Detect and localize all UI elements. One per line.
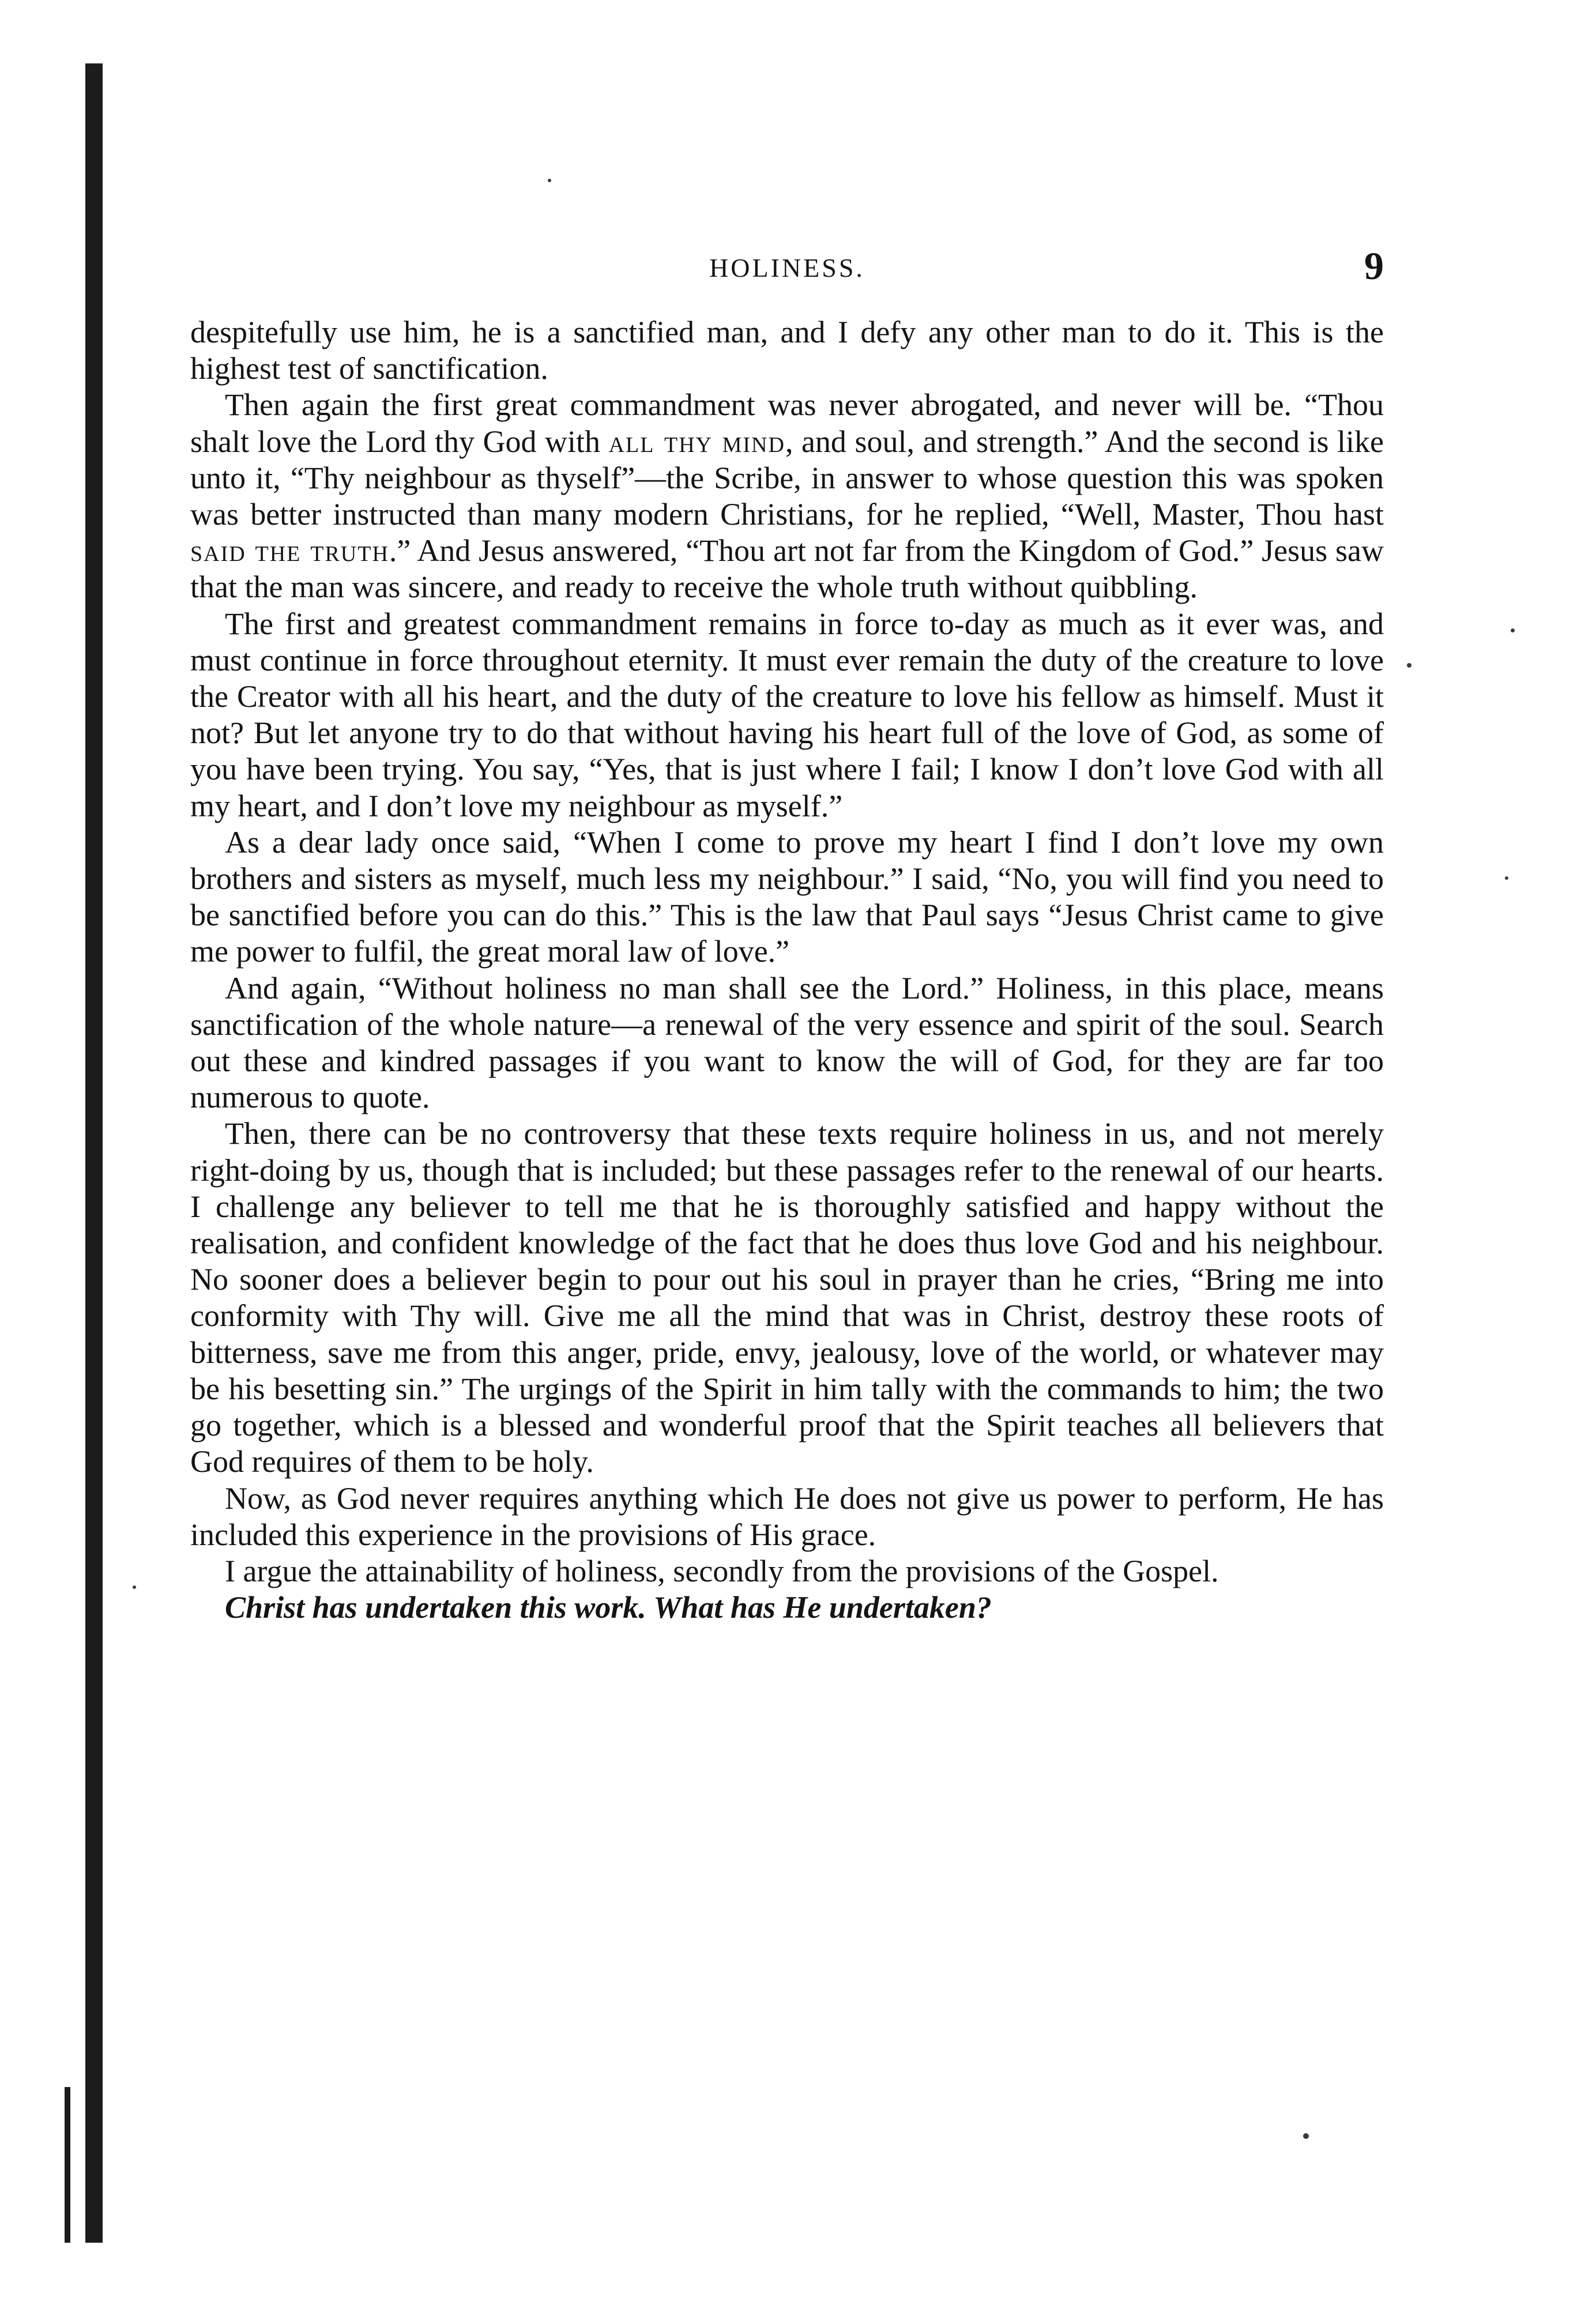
page-number: 9 bbox=[1364, 244, 1384, 288]
scan-speck bbox=[133, 1585, 136, 1589]
scan-speck bbox=[1407, 663, 1411, 668]
paragraph-4: As a dear lady once said, “When I come to prove my heart I find I don’t love my own brothers and sisters as myself, much less my neighbour.” I said, “No, you will find you need to be sanctified before you can do this.” This is the law that Paul says “Jesus Christ came to give me power to fulfil, the great moral law of love.” bbox=[190, 824, 1384, 969]
small-caps-phrase-1: all thy mind bbox=[608, 424, 785, 459]
paragraph-2 bbox=[190, 387, 1384, 605]
paragraph-8: I argue the attainability of holiness, secondly from the provisions of the Gospel. bbox=[225, 1553, 1219, 1588]
paragraph-2-part-c: .” And Jesus answered, “Thou art not far from the Kingdom of God.” Jesus saw that the man was sincere, and ready to receive the whole truth without quibbling. bbox=[190, 533, 1384, 605]
paragraph-5: And again, “Without holiness no man shall see the Lord.” Holiness, in this place, means sanctification of the whole nature—a renewal of the very essence and spirit of the soul. Search out these and kindred passages if you want to know the will of God, for they are far too numerous to quote. bbox=[190, 970, 1384, 1115]
scan-speck bbox=[1303, 2133, 1309, 2139]
paragraph-1: despitefully use him, he is a sanctified man, and I defy any other man to do it. This is the highest test of sanctification. bbox=[190, 315, 1384, 386]
paragraph-3: The first and greatest commandment remains in force to-day as much as it ever was, and must continue in force throughout eternity. It must ever remain the duty of the creature to love the Creator with all his heart, and the duty of the creature to love his fellow as himself. Must it not? But let anyone try to do that without having his heart full of the love of God, as some of you have been trying. You say, “Yes, that is just where I fail; I know I don’t love God with all my heart, and I don’t love my neighbour as myself.” bbox=[190, 606, 1384, 823]
scan-speck bbox=[1511, 628, 1515, 632]
scan-speck bbox=[548, 179, 551, 182]
closing-italic-line: Christ has undertaken this work. What has He undertaken? bbox=[225, 1590, 992, 1625]
body-text bbox=[190, 314, 1384, 1626]
paragraph-6: Then, there can be no controversy that these texts require holiness in us, and not merely right-doing by us, though that is included; but these passages refer to the renewal of our hearts. I challenge any believer to tell me that he is thoroughly satisfied and happy without the realisation, and confident knowledge of the fact that he does thus love God and his neighbour. No sooner does a believer begin to pour out his soul in prayer than he cries, “Bring me into conformity with Thy will. Give me all the mind that was in Christ, destroy these roots of bitterness, save me from this anger, pride, envy, jealousy, love of the world, or whatever may be his besetting sin.” The urgings of the Spirit in him tally with the commands to him; the two go together, which is a blessed and wonderful proof that the Spirit teaches all believers that God requires of them to be holy. bbox=[190, 1116, 1384, 1479]
running-title: HOLINESS. bbox=[709, 253, 865, 283]
binding-edge-bar bbox=[85, 63, 103, 2243]
scan-speck bbox=[1505, 876, 1508, 880]
binding-edge-mark bbox=[65, 2087, 70, 2243]
page-header bbox=[190, 243, 1384, 289]
small-caps-phrase-2: said the truth bbox=[190, 533, 389, 568]
paragraph-2-part-a: Then again the first great commandment was never abrogated, and never will be. “Thou shalt love the Lord thy God with bbox=[190, 387, 1384, 459]
paragraph-7: Now, as God never requires anything which He does not give us power to perform, He has included this experience in the provisions of His grace. bbox=[190, 1481, 1384, 1552]
paragraph-2-part-b: , and soul, and strength.” And the second is like unto it, “Thy neighbour as thyself”—the Scribe, in answer to whose question this was spoken was better instructed than many modern Christians, for he replied, “Well, Master, Thou hast bbox=[190, 424, 1384, 532]
